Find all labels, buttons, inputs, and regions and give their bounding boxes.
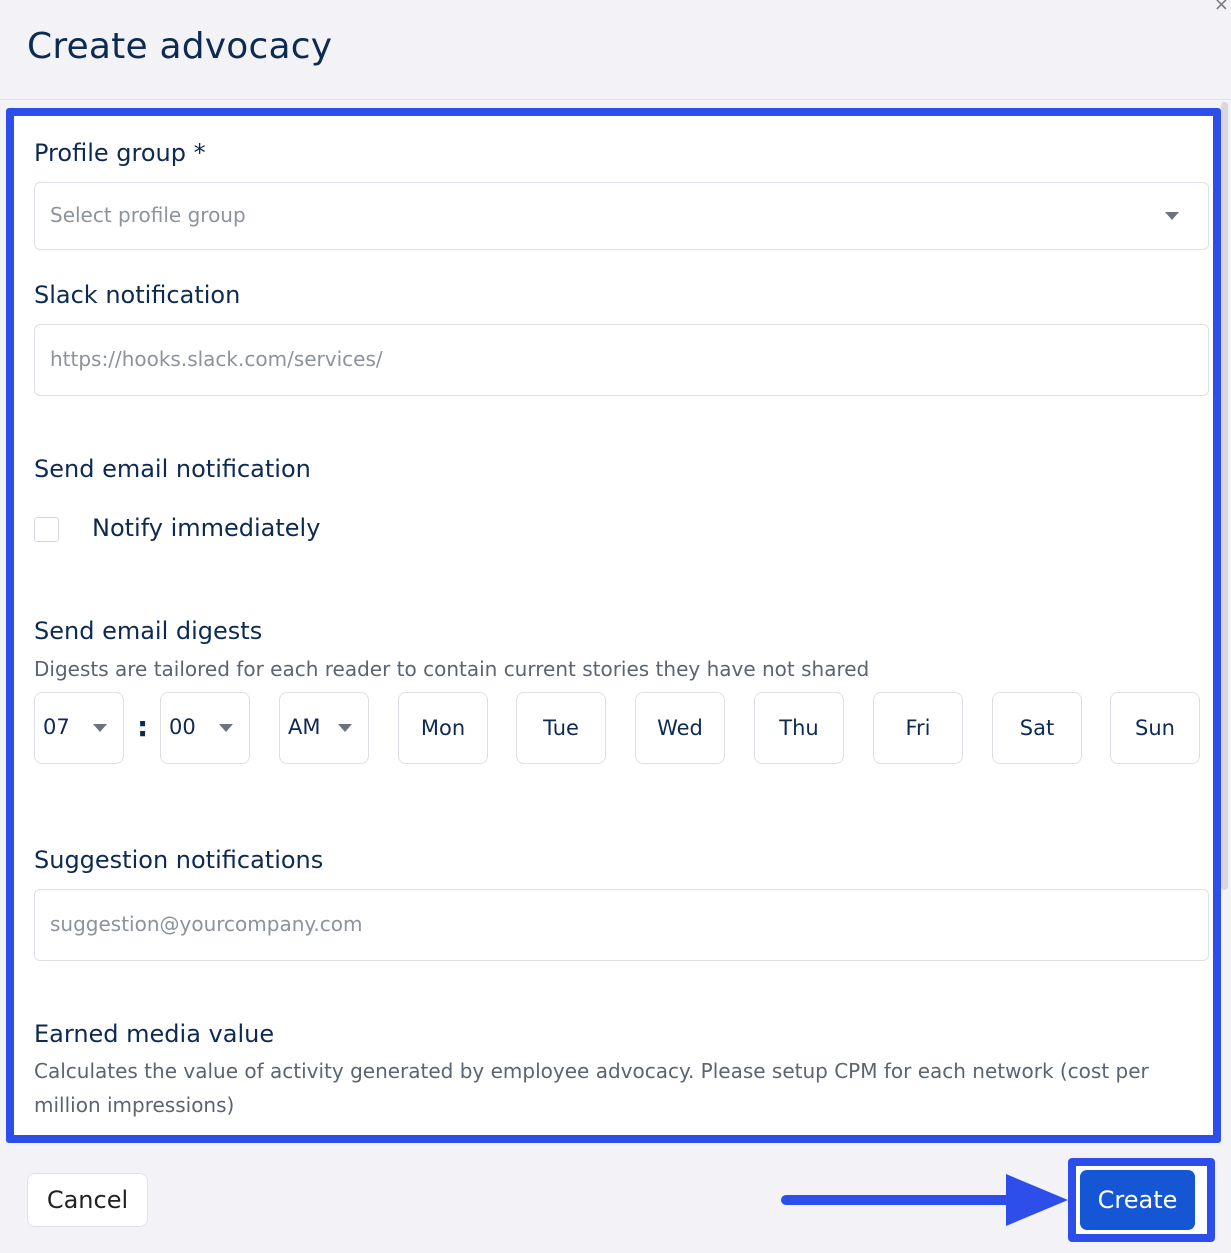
suggestion-notifications-label: Suggestion notifications <box>34 846 324 874</box>
notify-immediately-label[interactable]: Notify immediately <box>92 514 321 542</box>
time-separator: : <box>137 710 149 743</box>
period-select[interactable] <box>279 692 369 764</box>
day-label: Wed <box>657 716 703 740</box>
dialog-title: Create advocacy <box>27 26 333 67</box>
email-digests-description: Digests are tailored for each reader to contain current stories they have not shared <box>34 657 870 681</box>
email-notification-label: Send email notification <box>34 455 311 483</box>
notify-immediately-checkbox[interactable] <box>34 517 59 542</box>
slack-webhook-placeholder: https://hooks.slack.com/services/ <box>50 347 383 371</box>
day-toggle-mon[interactable] <box>398 692 488 764</box>
profile-group-placeholder: Select profile group <box>50 203 246 227</box>
create-button[interactable]: Create <box>1080 1170 1195 1230</box>
day-toggle-thu[interactable] <box>754 692 844 764</box>
chevron-down-icon <box>219 724 233 732</box>
day-toggle-fri[interactable] <box>873 692 963 764</box>
chevron-down-icon <box>338 724 352 732</box>
period-value: AM <box>288 715 321 739</box>
scrollbar[interactable] <box>1221 102 1228 890</box>
day-toggle-sat[interactable] <box>992 692 1082 764</box>
day-label: Mon <box>420 716 466 740</box>
hour-value: 07 <box>43 715 70 739</box>
profile-group-select[interactable] <box>34 182 1209 250</box>
day-label: Sun <box>1135 716 1175 740</box>
email-digests-label: Send email digests <box>34 617 263 645</box>
slack-webhook-input[interactable] <box>34 324 1209 396</box>
dialog-header <box>0 0 1231 100</box>
minute-select[interactable] <box>160 692 250 764</box>
earned-media-label: Earned media value <box>34 1020 275 1048</box>
day-label: Thu <box>779 716 819 740</box>
close-icon[interactable]: × <box>1213 0 1229 15</box>
hour-select[interactable] <box>34 692 124 764</box>
chevron-down-icon <box>1165 212 1179 220</box>
form-panel <box>6 108 1221 1143</box>
day-toggle-wed[interactable] <box>635 692 725 764</box>
arrow-right-icon <box>780 1170 1070 1230</box>
chevron-down-icon <box>93 724 107 732</box>
suggestion-email-placeholder: suggestion@yourcompany.com <box>50 912 363 936</box>
day-toggle-tue[interactable] <box>516 692 606 764</box>
day-label: Fri <box>905 716 931 740</box>
day-label: Sat <box>1019 716 1055 740</box>
earned-media-description: Calculates the value of activity generated by employee advocacy. Please setup CPM for each network (cost per million impressions) <box>34 1059 1149 1117</box>
cancel-button[interactable]: Cancel <box>27 1173 148 1227</box>
profile-group-label: Profile group * <box>34 139 206 167</box>
day-toggle-sun[interactable] <box>1110 692 1200 764</box>
suggestion-email-input[interactable] <box>34 889 1209 961</box>
create-button-highlight <box>1068 1158 1215 1242</box>
minute-value: 00 <box>169 715 196 739</box>
day-label: Tue <box>543 716 579 740</box>
slack-notification-label: Slack notification <box>34 281 241 309</box>
